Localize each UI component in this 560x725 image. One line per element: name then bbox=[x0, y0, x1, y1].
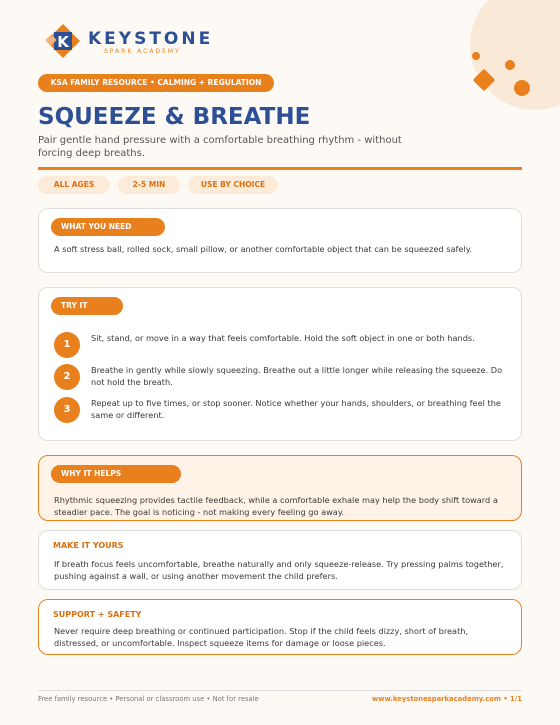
section-pill: WHAT YOU NEED bbox=[51, 218, 165, 236]
step-number: 3 bbox=[54, 397, 80, 423]
brand-name: KEYSTONE bbox=[88, 29, 214, 49]
step-number: 1 bbox=[54, 332, 80, 358]
section-pill: TRY IT bbox=[51, 297, 123, 315]
need-text: A soft stress ball, rolled sock, small pillow, or another comfortable object that can be squeezed safely. bbox=[54, 244, 472, 254]
support-safety-card bbox=[38, 599, 522, 655]
why-text: Rhythmic squeezing provides tactile feedback, while a comfortable exhale may help the body shift toward a steadier pace. The goal is noticing - not making every feeling go away. bbox=[54, 495, 498, 517]
safety-text: Never require deep breathing or continued participation. Stop if the child feels dizzy, short of breath, distressed, or uncomfortable. Inspect squeeze items for damage or loose pieces. bbox=[54, 626, 469, 648]
what-you-need-card bbox=[38, 208, 522, 273]
kicker-badge: KSA FAMILY RESOURCE • CALMING + REGULATION bbox=[38, 74, 274, 92]
title-divider bbox=[38, 167, 522, 170]
footer-website-link[interactable]: www.keystonesparkacademy.com • 1/1 bbox=[371, 695, 522, 703]
footer-divider bbox=[38, 690, 522, 691]
try-it-card bbox=[38, 287, 522, 441]
section-label: SUPPORT + SAFETY bbox=[53, 610, 142, 619]
step-text: Repeat up to five times, or stop sooner. Notice whether your hands, shoulders, or breathing feel the same or different. bbox=[91, 398, 501, 420]
page-subtitle: Pair gentle hand pressure with a comfortable breathing rhythm - without forcing deep breaths. bbox=[38, 135, 402, 159]
make-it-yours-card bbox=[38, 530, 522, 590]
step-text: Breathe in gently while slowly squeezing. Breathe out a little longer while releasing the squeeze. Do not hold the breath. bbox=[91, 365, 503, 387]
decorative-circle bbox=[470, 0, 560, 110]
step-number: 2 bbox=[54, 364, 80, 390]
why-it-helps-card bbox=[38, 455, 522, 521]
step-text: Sit, stand, or move in a way that feels comfortable. Hold the soft object in one or both hands. bbox=[91, 333, 475, 343]
page-title: SQUEEZE & BREATHE bbox=[38, 104, 311, 130]
k-diamond-logo-icon bbox=[44, 22, 82, 60]
decorative-dot bbox=[514, 80, 530, 96]
decorative-dot bbox=[505, 60, 515, 70]
chip-duration: 2-5 MIN bbox=[118, 176, 180, 194]
svg-text:K: K bbox=[57, 33, 69, 51]
brand-tagline: SPARK ACADEMY bbox=[104, 48, 181, 55]
footer-note: Free family resource • Personal or classroom use • Not for resale bbox=[38, 695, 259, 703]
chip-age: ALL AGES bbox=[38, 176, 110, 194]
section-pill: WHY IT HELPS bbox=[51, 465, 181, 483]
make-it-yours-text: If breath focus feels uncomfortable, breathe naturally and only squeeze-release. Try pressing palms together, pushing against a wall, or using another movement the child prefers. bbox=[54, 559, 504, 581]
section-label: MAKE IT YOURS bbox=[53, 541, 124, 550]
decorative-dot bbox=[472, 52, 480, 60]
chip-choice: USE BY CHOICE bbox=[188, 176, 278, 194]
